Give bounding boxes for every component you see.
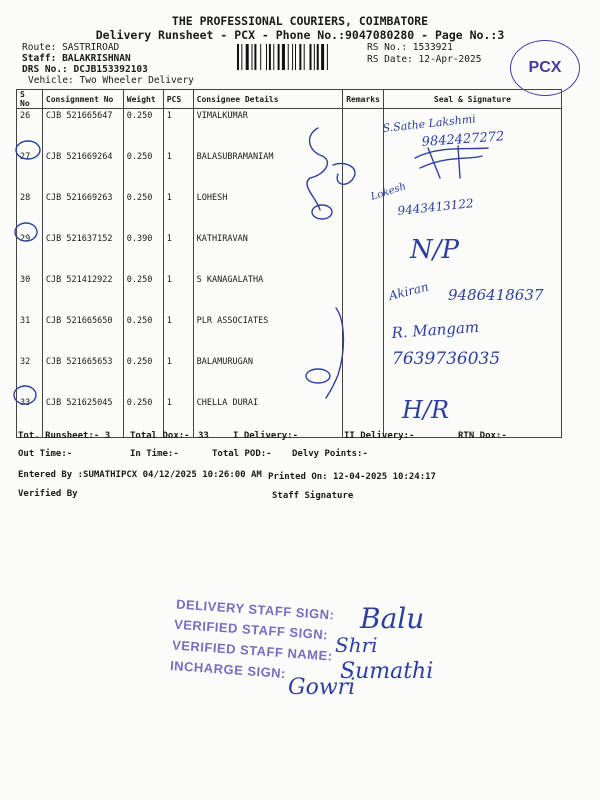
stamp-line-delivery: DELIVERY STAFF SIGN: (175, 596, 335, 623)
cell-weight: 0.250 (123, 150, 163, 191)
total-dox-value: 33 (198, 431, 209, 441)
cell-consignee: KATHIRAVAN (193, 232, 343, 273)
verified-by: Verified By (18, 489, 78, 499)
remarks-mark-28 (312, 205, 332, 219)
company-title: THE PROFESSIONAL COURIERS, COIMBATORE (171, 14, 429, 28)
stamp-line-verified-name: VERIFIED STAFF NAME: (171, 637, 334, 664)
pcx-stamp: PCX (510, 40, 580, 96)
sig-26-phone: 9842427272 (421, 129, 505, 150)
rs-no-value: 1533921 (412, 42, 453, 53)
stamp-line-incharge: INCHARGE SIGN: (169, 657, 287, 682)
stamp-sign-shri: Shri (335, 633, 378, 657)
sig-30-phone: 9486418637 (448, 286, 544, 304)
cell-consignee: BALAMURUGAN (193, 355, 343, 396)
vehicle-value: Two Wheeler Delivery (79, 75, 194, 86)
total-dox-label: Total Dox:- (130, 431, 190, 441)
cell-pcs: 1 (163, 232, 193, 273)
total-pod: Total POD:- (212, 449, 272, 459)
cell-consignment: CJB 521412922 (42, 273, 123, 314)
row-33-circle-mark (14, 386, 36, 404)
sig-33-hr: H/R (402, 396, 450, 424)
col-pcs: PCS (163, 90, 193, 109)
tot-runsheet: Tot. Runsheet:- 3 (18, 431, 111, 441)
cell-consignment: CJB 521669264 (42, 150, 123, 191)
printed-on: Printed On: 12-04-2025 10:24:17 (268, 472, 436, 482)
cell-consignee: PLR ASSOCIATES (193, 314, 343, 355)
cell-pcs: 1 (163, 273, 193, 314)
sig-31-name: R. Mangam (391, 317, 480, 342)
cell-consignee: LOHESH (193, 191, 343, 232)
cell-consignee: S KANAGALATHA (193, 273, 343, 314)
cell-pcs: 1 (163, 109, 193, 151)
cell-consignee: VIMALKUMAR (193, 109, 343, 151)
cell-sno: 29 (17, 232, 43, 273)
cell-pcs: 1 (163, 314, 193, 355)
cell-sno: 33 (17, 396, 43, 438)
rs-no-label: RS No.: (367, 42, 408, 53)
cell-sno: 32 (17, 355, 43, 396)
stamp-sign-sumathi: Sumathi (340, 659, 434, 684)
stamp-line-verified-sign: VERIFIED STAFF SIGN: (173, 616, 329, 643)
remarks-scribble-27 (307, 128, 327, 210)
out-time: Out Time:- (18, 449, 73, 459)
cell-sno: 27 (17, 150, 43, 191)
cell-consignment: CJB 521665650 (42, 314, 123, 355)
cell-consignment: CJB 521665647 (42, 109, 123, 151)
drs-label: DRS No.: (22, 64, 68, 75)
delvy-points: Delvy Points:- (292, 449, 368, 459)
staff-label: Staff: (22, 53, 57, 64)
sig-32-phone: 7639736035 (392, 349, 501, 369)
cell-weight: 0.390 (123, 232, 163, 273)
col-consignee: Consignee Details (193, 90, 343, 109)
entered-by: Entered By :SUMATHIPCX 04/12/2025 10:26:00 AM (18, 470, 262, 480)
col-sno: S No (17, 90, 43, 109)
cell-sno: 31 (17, 314, 43, 355)
ii-delivery: II Delivery:- (344, 431, 415, 441)
row-29-circle-mark (15, 223, 37, 241)
remarks-mark-32 (306, 369, 330, 383)
cell-pcs: 1 (163, 355, 193, 396)
vehicle-label: Vehicle: (28, 75, 74, 86)
cell-consignment: CJB 521637152 (42, 232, 123, 273)
rtn-dox: RTN Dox:- (458, 431, 507, 441)
col-weight: Weight (123, 90, 163, 109)
cell-weight: 0.250 (123, 191, 163, 232)
sig-28-name: Lokesh (369, 181, 408, 203)
cell-weight: 0.250 (123, 355, 163, 396)
route-value: SASTRIROAD (62, 42, 120, 53)
stamp-sign-gowri: Gowri (288, 675, 356, 700)
rs-date-value: 12-Apr-2025 (418, 54, 482, 65)
sig-30-name: Akiran (387, 279, 430, 303)
cell-consignment: CJB 521669263 (42, 191, 123, 232)
remarks-line-31 (326, 308, 343, 398)
i-delivery: I Delivery:- (233, 431, 299, 441)
cell-consignee: BALASUBRAMANIAM (193, 150, 343, 191)
col-remarks: Remarks (343, 90, 384, 109)
cell-pcs: 1 (163, 396, 193, 438)
sig-26-name: S.Sathe Lakshmi (381, 112, 477, 135)
sig-29-np: N/P (410, 235, 460, 265)
stamp-signatures (0, 560, 600, 720)
staff-signature: Staff Signature (272, 491, 354, 501)
runsheet-title: Delivery Runsheet - PCX - Phone No.:9047080280 - Page No.:3 (95, 28, 505, 42)
cell-consignee: CHELLA DURAI (193, 396, 343, 438)
stamp-sign-balu: Balu (360, 602, 425, 635)
cell-consignment: CJB 521665653 (42, 355, 123, 396)
row-27-circle-mark (16, 141, 40, 159)
col-signature: Seal & Signature (383, 90, 561, 109)
col-consignment: Consignment No (42, 90, 123, 109)
cell-sno: 28 (17, 191, 43, 232)
in-time: In Time:- (130, 449, 179, 459)
cell-sno: 30 (17, 273, 43, 314)
staff-value: BALAKRISHNAN (62, 53, 131, 64)
cell-consignment: CJB 521625045 (42, 396, 123, 438)
route-label: Route: (22, 42, 57, 53)
cell-pcs: 1 (163, 150, 193, 191)
signature-scribble-27 (415, 146, 488, 178)
sig-28-phone: 9443413122 (396, 196, 475, 218)
cell-pcs: 1 (163, 191, 193, 232)
drs-value: DCJB153392103 (73, 64, 148, 75)
cell-weight: 0.250 (123, 273, 163, 314)
cell-weight: 0.250 (123, 109, 163, 151)
cell-weight: 0.250 (123, 396, 163, 438)
cell-weight: 0.250 (123, 314, 163, 355)
remarks-scribble-27b (333, 163, 355, 184)
rs-date-label: RS Date: (367, 54, 413, 65)
cell-sno: 26 (17, 109, 43, 151)
